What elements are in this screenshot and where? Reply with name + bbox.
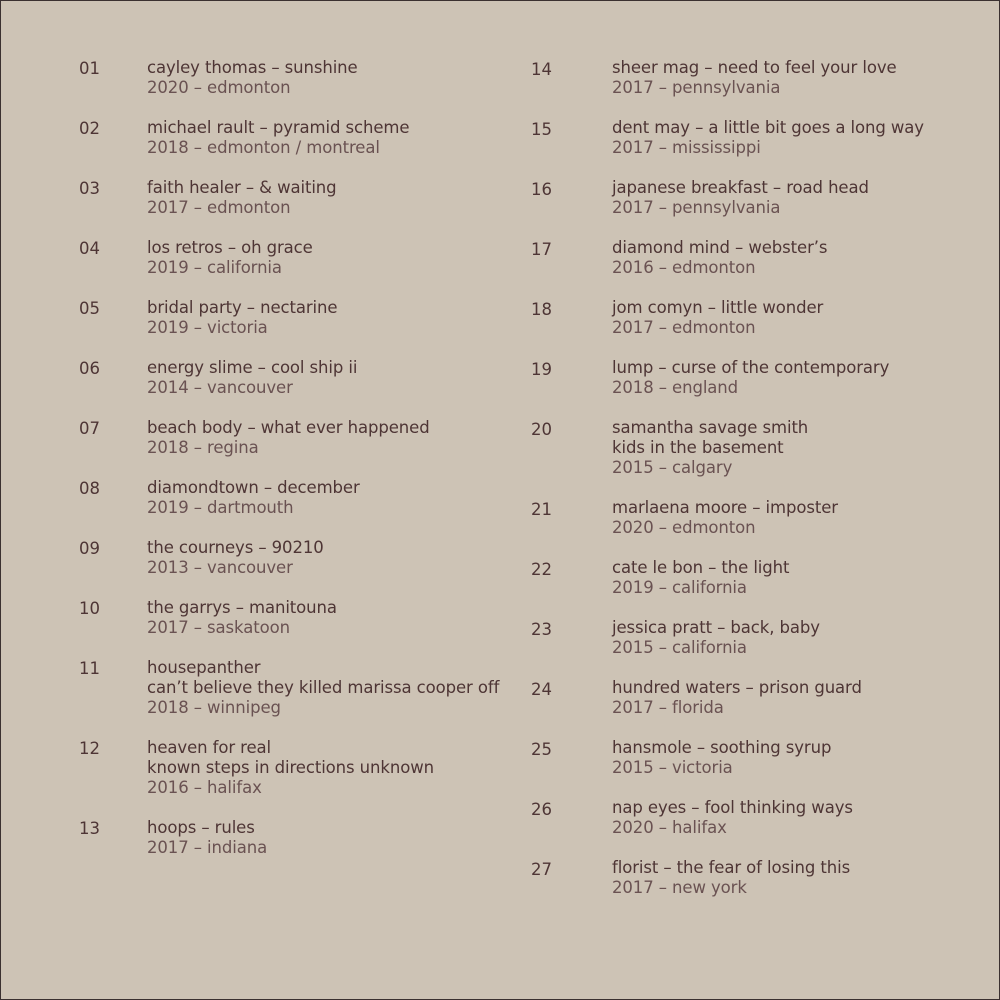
- track-item: [79, 478, 499, 518]
- track-number: 27: [531, 860, 552, 879]
- track-number: 19: [531, 360, 552, 379]
- track-year-location: 2020 – halifax: [612, 818, 727, 837]
- track-title: jom comyn – little wonder: [612, 298, 824, 317]
- track-number: 06: [79, 359, 100, 378]
- track-item: [531, 858, 924, 898]
- track-title: sheer mag – need to feel your love: [612, 58, 897, 77]
- track-info: [612, 558, 924, 598]
- track-number: 01: [79, 59, 100, 78]
- track-title: known steps in directions unknown: [147, 758, 434, 777]
- track-title: energy slime – cool ship ii: [147, 358, 358, 377]
- track-year-location: 2018 – england: [612, 378, 739, 397]
- track-year-location: 2014 – vancouver: [147, 378, 293, 397]
- track-info: [147, 598, 499, 638]
- track-title: hansmole – soothing syrup: [612, 738, 832, 757]
- track-info: [612, 418, 924, 478]
- track-year-location: 2019 – victoria: [147, 318, 268, 337]
- track-item: [79, 178, 499, 218]
- track-title: hundred waters – prison guard: [612, 678, 862, 697]
- track-item: [531, 418, 924, 478]
- track-title: los retros – oh grace: [147, 238, 313, 257]
- track-year-location: 2017 – mississippi: [612, 138, 761, 157]
- track-item: [79, 658, 499, 718]
- track-item: [79, 738, 499, 798]
- track-item: [79, 298, 499, 338]
- track-number: 22: [531, 560, 552, 579]
- track-title: michael rault – pyramid scheme: [147, 118, 410, 137]
- track-item: [79, 538, 499, 578]
- track-number: 05: [79, 299, 100, 318]
- track-number: 24: [531, 680, 552, 699]
- track-title: bridal party – nectarine: [147, 298, 338, 317]
- track-year-location: 2017 – indiana: [147, 838, 268, 857]
- track-info: [147, 418, 499, 458]
- track-info: [612, 498, 924, 538]
- track-info: [612, 858, 924, 898]
- track-number: 25: [531, 740, 552, 759]
- tracklist-right-column: [531, 58, 924, 918]
- track-year-location: 2015 – calgary: [612, 458, 733, 477]
- track-year-location: 2018 – winnipeg: [147, 698, 281, 717]
- track-title: beach body – what ever happened: [147, 418, 430, 437]
- track-title: housepanther: [147, 658, 261, 677]
- track-year-location: 2016 – halifax: [147, 778, 262, 797]
- track-title: diamondtown – december: [147, 478, 360, 497]
- track-item: [531, 798, 924, 838]
- track-number: 02: [79, 119, 100, 138]
- track-number: 16: [531, 180, 552, 199]
- track-item: [531, 298, 924, 338]
- track-item: [531, 118, 924, 158]
- track-number: 03: [79, 179, 100, 198]
- track-info: [147, 358, 499, 398]
- track-info: [147, 58, 499, 98]
- track-number: 17: [531, 240, 552, 259]
- track-info: [612, 298, 924, 338]
- track-title: lump – curse of the contemporary: [612, 358, 890, 377]
- track-item: [531, 558, 924, 598]
- track-year-location: 2015 – california: [612, 638, 747, 657]
- track-year-location: 2019 – california: [612, 578, 747, 597]
- track-number: 14: [531, 60, 552, 79]
- track-number: 15: [531, 120, 552, 139]
- track-item: [79, 358, 499, 398]
- track-item: [79, 118, 499, 158]
- track-info: [612, 678, 924, 718]
- track-year-location: 2019 – dartmouth: [147, 498, 294, 517]
- track-item: [531, 498, 924, 538]
- track-title: marlaena moore – imposter: [612, 498, 838, 517]
- track-number: 10: [79, 599, 100, 618]
- track-title: nap eyes – fool thinking ways: [612, 798, 853, 817]
- track-number: 26: [531, 800, 552, 819]
- track-title: can’t believe they killed marissa cooper off: [147, 678, 500, 697]
- track-number: 09: [79, 539, 100, 558]
- track-item: [79, 238, 499, 278]
- track-item: [531, 238, 924, 278]
- track-title: japanese breakfast – road head: [612, 178, 869, 197]
- track-item: [79, 58, 499, 98]
- track-item: [79, 818, 499, 858]
- track-info: [147, 298, 499, 338]
- track-year-location: 2013 – vancouver: [147, 558, 293, 577]
- track-year-location: 2017 – edmonton: [147, 198, 291, 217]
- track-year-location: 2017 – pennsylvania: [612, 78, 781, 97]
- track-year-location: 2018 – regina: [147, 438, 259, 457]
- track-item: [531, 738, 924, 778]
- track-info: [612, 118, 924, 158]
- track-year-location: 2019 – california: [147, 258, 282, 277]
- track-number: 20: [531, 420, 552, 439]
- tracklist-left-column: [79, 58, 499, 878]
- track-info: [147, 658, 499, 718]
- track-year-location: 2017 – saskatoon: [147, 618, 290, 637]
- track-number: 04: [79, 239, 100, 258]
- track-item: [531, 618, 924, 658]
- track-title: samantha savage smith: [612, 418, 809, 437]
- track-number: 21: [531, 500, 552, 519]
- track-year-location: 2020 – edmonton: [612, 518, 756, 537]
- track-title: heaven for real: [147, 738, 272, 757]
- track-info: [147, 738, 499, 798]
- track-info: [612, 178, 924, 218]
- track-year-location: 2018 – edmonton / montreal: [147, 138, 380, 157]
- track-info: [612, 618, 924, 658]
- track-info: [147, 818, 499, 858]
- track-title: cate le bon – the light: [612, 558, 790, 577]
- track-item: [531, 678, 924, 718]
- track-number: 23: [531, 620, 552, 639]
- track-year-location: 2015 – victoria: [612, 758, 733, 777]
- track-info: [147, 118, 499, 158]
- track-info: [612, 358, 924, 398]
- track-number: 07: [79, 419, 100, 438]
- track-year-location: 2020 – edmonton: [147, 78, 291, 97]
- track-item: [79, 598, 499, 638]
- track-title: cayley thomas – sunshine: [147, 58, 358, 77]
- track-number: 11: [79, 659, 100, 678]
- track-info: [612, 238, 924, 278]
- track-year-location: 2016 – edmonton: [612, 258, 756, 277]
- track-item: [531, 58, 924, 98]
- track-number: 12: [79, 739, 100, 758]
- track-title: hoops – rules: [147, 818, 255, 837]
- track-title: jessica pratt – back, baby: [612, 618, 820, 637]
- track-info: [612, 738, 924, 778]
- track-number: 18: [531, 300, 552, 319]
- track-year-location: 2017 – pennsylvania: [612, 198, 781, 217]
- track-year-location: 2017 – edmonton: [612, 318, 756, 337]
- track-item: [531, 178, 924, 218]
- track-info: [147, 238, 499, 278]
- track-title: florist – the fear of losing this: [612, 858, 851, 877]
- track-item: [531, 358, 924, 398]
- track-year-location: 2017 – florida: [612, 698, 724, 717]
- track-year-location: 2017 – new york: [612, 878, 747, 897]
- track-item: [79, 418, 499, 458]
- track-info: [147, 478, 499, 518]
- track-number: 08: [79, 479, 100, 498]
- track-title: kids in the basement: [612, 438, 784, 457]
- track-title: faith healer – & waiting: [147, 178, 337, 197]
- track-info: [612, 58, 924, 98]
- track-number: 13: [79, 819, 100, 838]
- track-info: [147, 178, 499, 218]
- track-title: diamond mind – webster’s: [612, 238, 828, 257]
- track-title: dent may – a little bit goes a long way: [612, 118, 924, 137]
- track-title: the courneys – 90210: [147, 538, 324, 557]
- track-info: [147, 538, 499, 578]
- track-title: the garrys – manitouna: [147, 598, 337, 617]
- track-info: [612, 798, 924, 838]
